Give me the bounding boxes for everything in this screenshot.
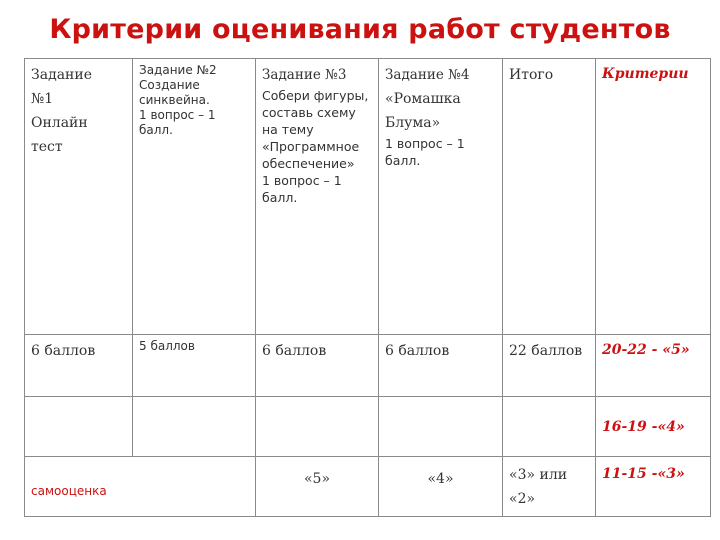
header-total [503,59,596,335]
header-criteria [596,59,711,335]
blank-cell-5 [503,397,596,457]
blank-cell-2 [133,397,256,457]
blank-cell-3 [256,397,379,457]
page-title: Критерии оценивания работ студентов [49,14,671,45]
self-total [503,457,596,517]
task1-number: №1 [31,91,54,107]
self-task3 [256,457,379,517]
task4-desc: «Ромашка Блума» [385,91,461,131]
self-assessment-row [25,457,711,517]
header-task2 [133,59,256,335]
task4-points: 1 вопрос – 1 балл. [385,136,465,168]
task2-desc: Создание синквейна. [139,78,210,107]
score-task3 [256,335,379,397]
task4-name: Задание №4 [385,67,470,83]
task1-line1: Онлайн [31,115,88,131]
score-total [503,335,596,397]
score-task2-value: 5 баллов [139,339,195,353]
scores-row [25,335,711,397]
blank-row [25,397,711,457]
header-task4 [379,59,503,335]
total-label: Итого [509,67,554,83]
task3-desc: Собери фигуры, составь схему на тему «Программное обеспечение» [262,88,369,171]
score-task2 [133,335,256,397]
task1-name: Задание [31,67,92,83]
header-row [25,59,711,335]
score-task1 [25,335,133,397]
blank-cell-4 [379,397,503,457]
task2-name: Задание №2 [139,63,217,77]
score-task4-value: 6 баллов [385,343,450,359]
criteria-label: Критерии [602,66,689,82]
blank-criteria [596,397,711,457]
criteria-grade-3: 11-15 -«3» [602,466,685,482]
self-criteria [596,457,711,517]
header-task1 [25,59,133,335]
self-label-cell [25,457,256,517]
task3-points: 1 вопрос – 1 балл. [262,173,342,205]
self-total-value: «3» или «2» [509,467,568,507]
self-task3-value: «5» [303,471,331,487]
task3-name: Задание №3 [262,67,347,83]
score-criteria [596,335,711,397]
task2-points: 1 вопрос – 1 балл. [139,108,216,137]
self-assessment-label: самооценка [31,484,107,498]
task1-line2: тест [31,139,63,155]
criteria-table [24,58,711,517]
score-task4 [379,335,503,397]
self-task4-value: «4» [427,471,454,487]
criteria-grade-4: 16-19 -«4» [602,418,685,435]
self-task4 [379,457,503,517]
criteria-grade-5: 20-22 - «5» [602,342,690,358]
blank-cell-1 [25,397,133,457]
score-total-value: 22 баллов [509,343,583,359]
score-task1-value: 6 баллов [31,343,96,359]
score-task3-value: 6 баллов [262,343,327,359]
header-task3 [256,59,379,335]
